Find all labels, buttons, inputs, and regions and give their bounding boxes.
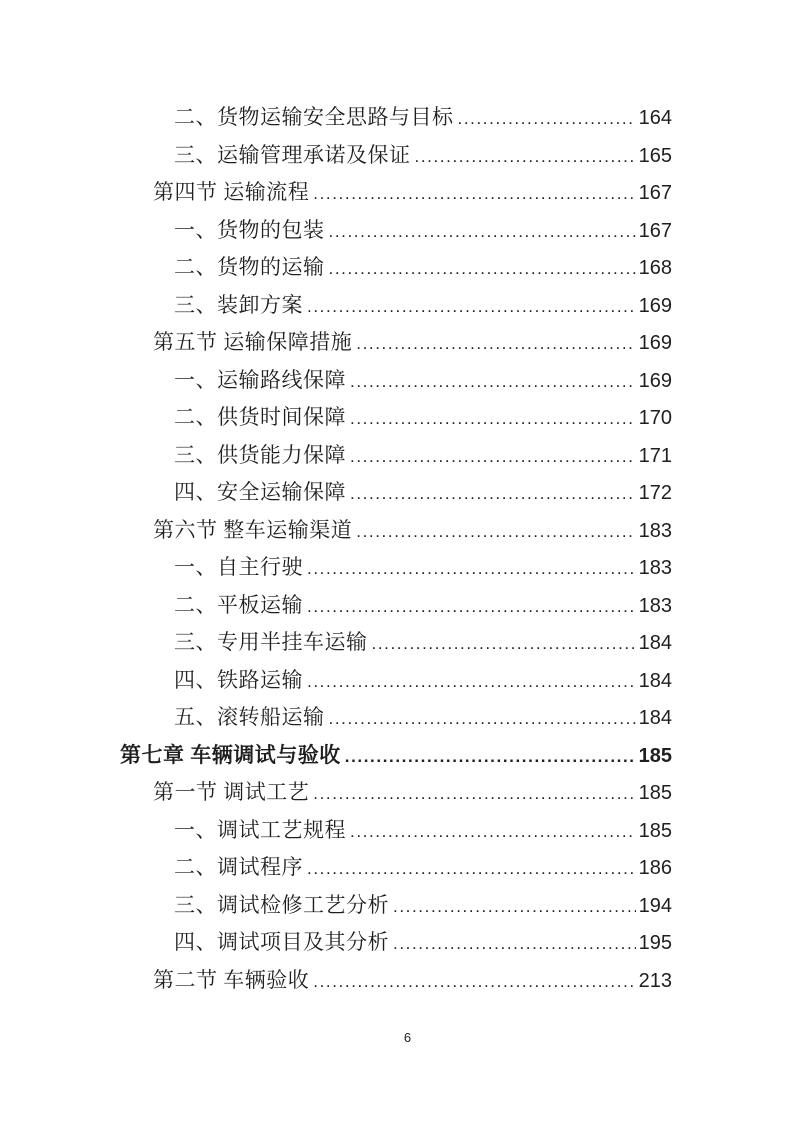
toc-entry-label: 二、供货时间保障 (174, 405, 346, 429)
toc-entry (120, 924, 672, 962)
toc-entry-page-number: 184 (638, 632, 672, 654)
toc-entry-label: 第五节 运输保障措施 (153, 330, 353, 354)
toc-dot-leader (356, 325, 635, 363)
toc-entry (120, 812, 672, 850)
toc-entry (120, 962, 672, 1000)
toc-entry-label: 三、运输管理承诺及保证 (174, 142, 411, 167)
toc-entry-label: 一、运输路线保障 (174, 367, 346, 392)
toc-entry-label: 二、调试程序 (174, 855, 303, 879)
toc-dot-leader (350, 363, 636, 401)
toc-dot-leader (350, 475, 636, 513)
toc-entry (120, 399, 672, 437)
toc-entry-label: 一、货物的包装 (174, 217, 325, 242)
toc-entry-label: 二、货物的运输 (174, 255, 325, 279)
toc-entry (120, 662, 672, 700)
toc-entry-label: 一、自主行驶 (174, 555, 303, 579)
toc-entry-label: 第二节 车辆验收 (153, 967, 310, 992)
toc-entry-page-number: 184 (638, 669, 672, 692)
toc-entry-page-number: 172 (638, 482, 672, 504)
toc-entry-label: 第七章 车辆调试与验收 (120, 742, 341, 767)
toc-entry-page-number: 171 (638, 444, 672, 467)
footer-page-number: 6 (403, 1030, 412, 1045)
toc-entry-label: 二、平板运输 (174, 592, 303, 617)
toc-entry (120, 587, 672, 625)
toc-dot-leader (393, 888, 636, 926)
toc-entry-page-number: 186 (638, 857, 672, 879)
toc-entry (120, 287, 672, 325)
toc-dot-leader (372, 625, 636, 663)
toc-list (120, 99, 672, 999)
toc-dot-leader (313, 963, 635, 1001)
toc-entry-label: 四、安全运输保障 (174, 480, 346, 504)
toc-entry-label: 三、装卸方案 (174, 292, 303, 317)
toc-entry-label: 四、铁路运输 (174, 667, 303, 692)
toc-entry-page-number: 194 (638, 894, 672, 917)
toc-entry (120, 212, 672, 250)
toc-entry-label: 三、调试检修工艺分析 (174, 892, 389, 917)
toc-entry-page-number: 169 (638, 294, 672, 317)
toc-entry (120, 624, 672, 662)
toc-entry (120, 99, 672, 137)
toc-entry-page-number: 169 (638, 369, 672, 392)
toc-entry (120, 549, 672, 587)
toc-entry-page-number: 184 (638, 707, 672, 729)
toc-entry (120, 324, 672, 362)
toc-entry (120, 849, 672, 887)
toc-dot-leader (350, 438, 636, 476)
toc-dot-leader (329, 250, 636, 288)
toc-dot-leader (313, 775, 635, 813)
toc-dot-leader (307, 288, 636, 326)
toc-entry-page-number: 165 (638, 144, 672, 167)
toc-dot-leader (313, 175, 635, 213)
toc-entry-page-number: 183 (638, 557, 672, 579)
toc-dot-leader (393, 925, 636, 963)
toc-dot-leader (415, 138, 636, 176)
toc-entry-page-number: 185 (638, 744, 672, 767)
toc-entry-page-number: 170 (638, 407, 672, 429)
toc-entry-page-number: 169 (638, 332, 672, 354)
toc-entry (120, 362, 672, 400)
toc-dot-leader (307, 588, 636, 626)
toc-entry-page-number: 164 (638, 107, 672, 129)
toc-dot-leader (350, 813, 636, 851)
toc-entry-page-number: 213 (638, 969, 672, 992)
toc-dot-leader (307, 663, 636, 701)
toc-dot-leader (329, 700, 636, 738)
toc-entry-page-number: 195 (638, 932, 672, 954)
toc-entry-label: 五、滚转船运输 (174, 705, 325, 729)
toc-entry (120, 699, 672, 737)
toc-entry-label: 二、货物运输安全思路与目标 (174, 105, 454, 129)
toc-entry (120, 437, 672, 475)
toc-entry-page-number: 183 (638, 519, 672, 542)
page-footer (11, 1030, 793, 1045)
toc-dot-leader (307, 850, 636, 888)
toc-entry (120, 249, 672, 287)
toc-entry (120, 174, 672, 212)
toc-entry-page-number: 185 (638, 819, 672, 842)
toc-dot-leader (458, 100, 636, 138)
toc-entry-page-number: 167 (638, 219, 672, 242)
toc-entry-page-number: 183 (638, 594, 672, 617)
toc-entry (120, 512, 672, 550)
toc-entry (120, 474, 672, 512)
toc-entry-page-number: 168 (638, 257, 672, 279)
toc-entry-label: 三、专用半挂车运输 (174, 630, 368, 654)
toc-entry (120, 887, 672, 925)
toc-entry (120, 774, 672, 812)
toc-entry-label: 第六节 整车运输渠道 (153, 517, 353, 542)
toc-dot-leader (345, 738, 636, 776)
toc-entry-label: 三、供货能力保障 (174, 442, 346, 467)
toc-entry-label: 四、调试项目及其分析 (174, 930, 389, 954)
toc-dot-leader (329, 213, 636, 251)
toc-dot-leader (350, 400, 636, 438)
toc-entry-page-number: 167 (638, 182, 672, 204)
toc-entry-label: 一、调试工艺规程 (174, 817, 346, 842)
toc-entry (120, 137, 672, 175)
toc-dot-leader (356, 513, 635, 551)
toc-dot-leader (307, 550, 636, 588)
toc-entry (120, 737, 672, 775)
toc-entry-label: 第一节 调试工艺 (153, 780, 310, 804)
toc-entry-label: 第四节 运输流程 (153, 180, 310, 204)
toc-entry-page-number: 185 (638, 782, 672, 804)
